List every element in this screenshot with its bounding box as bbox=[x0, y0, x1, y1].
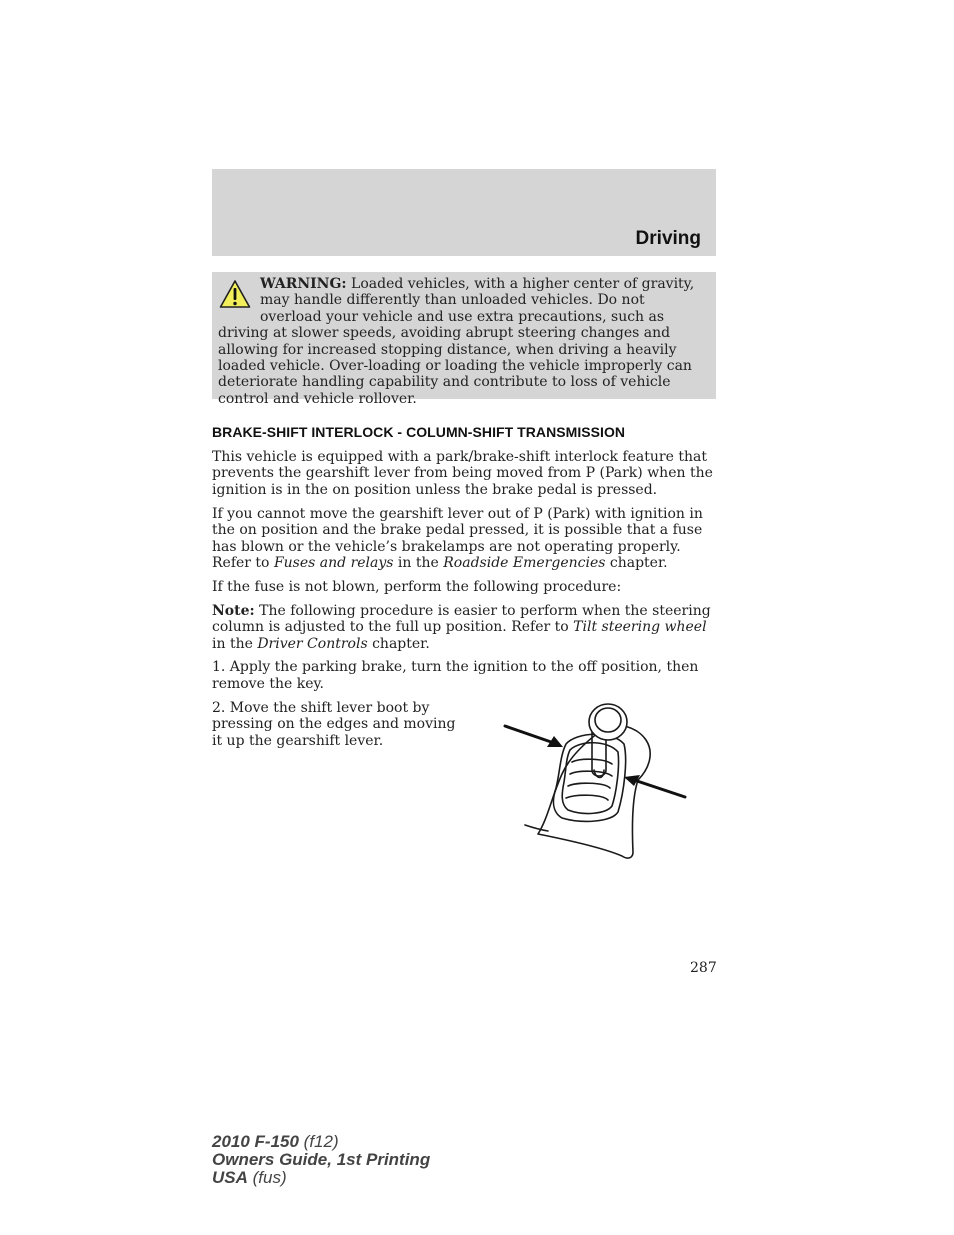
warning-triangle-icon bbox=[219, 279, 251, 309]
warning-text: Loaded vehicles, with a higher center of gravity, may handle differently than unloaded vehicles. Do not overload your vehicle and use extra precautions, such as driving at slower speeds, avoiding abrupt steering changes and allowing for increased stopping distance, when driving a heavily loaded vehicle. Over-loading or loading the vehicle improperly can deteriorate handling capability and contribute to loss of vehicle control and vehicle rollover. bbox=[218, 276, 695, 407]
paragraph-interlock-description: This vehicle is equipped with a park/brake-shift interlock feature that prevents the gearshift lever from being moved from P (Park) when the ignition is in the on position unless the brake pedal is pressed. bbox=[212, 449, 713, 498]
procedure-step-1: 1. Apply the parking brake, turn the ignition to the off position, then remove the key. bbox=[212, 659, 699, 692]
reference-roadside-emergencies: Roadside Emergencies bbox=[443, 554, 606, 571]
section-title: Driving bbox=[635, 228, 701, 249]
paragraph-fuse-check: If you cannot move the gearshift lever out of P (Park) with ignition in the on position and the brake pedal pressed, it is possible that a fuse has blown or the vehicle’s brakelamps are not operating properly. Refer to Fuses and relays in the Roadside Emergencies chapter. bbox=[212, 505, 703, 571]
warning-label: WARNING: bbox=[260, 276, 347, 292]
paragraph-procedure-intro: If the fuse is not blown, perform the following procedure: bbox=[212, 578, 622, 595]
page-number: 287 bbox=[690, 960, 717, 976]
reference-driver-controls: Driver Controls bbox=[257, 635, 368, 652]
section-heading: BRAKE-SHIFT INTERLOCK - COLUMN-SHIFT TRANSMISSION bbox=[212, 424, 626, 440]
section-header-band bbox=[212, 169, 716, 256]
warning-box bbox=[212, 272, 716, 407]
procedure-step-2: 2. Move the shift lever boot by pressing on the edges and moving it up the gearshift lever. bbox=[212, 699, 456, 749]
footer-imprint: 2010 F-150 (f12) Owners Guide, 1st Printing USA (fus) bbox=[212, 1132, 431, 1187]
note-label: Note: bbox=[212, 602, 255, 619]
shift-lever-boot-illustration bbox=[500, 700, 690, 862]
reference-tilt-steering-wheel: Tilt steering wheel bbox=[573, 619, 707, 636]
reference-fuses-and-relays: Fuses and relays bbox=[273, 554, 394, 571]
paragraph-note: Note: The following procedure is easier to perform when the steering column is adjusted to the full up position. Refer to Tilt steering wheel in the Driver Controls chapter. bbox=[212, 602, 711, 652]
